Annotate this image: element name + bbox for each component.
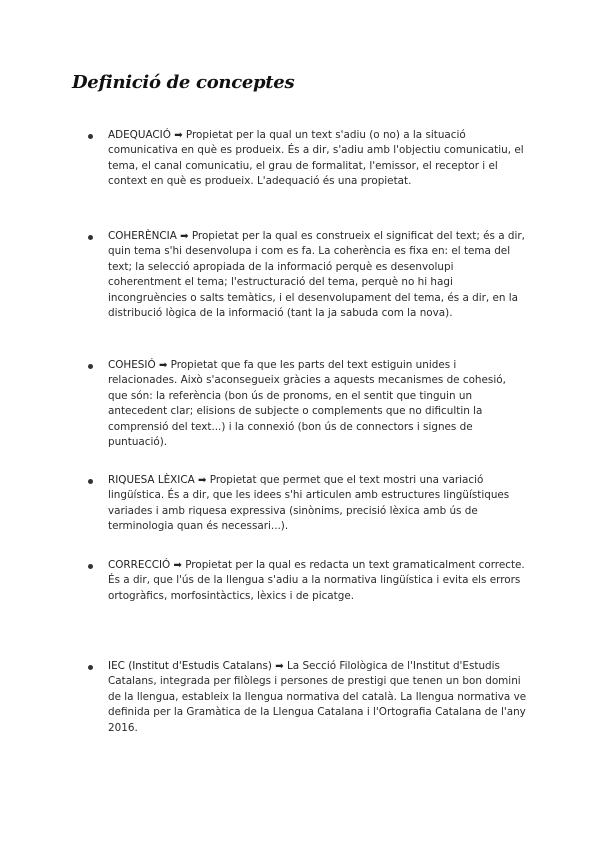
term-label: COHESIÓ — [108, 359, 156, 371]
page-title: Definició de conceptes — [72, 72, 295, 93]
arrow-right-icon: ➡ — [158, 360, 168, 371]
definition-body: Propietat que fa que les parts del text estiguin unides i relacionades. Això s'aconsegueix gràcies a aquests mecanismes de cohesió, que són: la referència (bon ús de pronoms, en el sentit que tinguin un antecedent clar; elisions de subjecte o complements que no dificultin la comprensió del text...) i la connexió (bon ús de connectors i signes de puntuació). — [108, 359, 506, 449]
definition-text — [108, 473, 528, 535]
term-label: IEC (Institut d'Estudis Catalans) — [108, 660, 272, 672]
list-item-riquesa-lexica — [88, 473, 528, 535]
bullet-icon — [88, 134, 93, 139]
bullet-icon — [88, 564, 93, 569]
arrow-right-icon: ➡ — [174, 130, 183, 141]
bullet-icon — [88, 479, 93, 484]
list-item-cohesio — [88, 358, 528, 450]
list-item-correccio — [88, 558, 528, 604]
term-label: ADEQUACIÓ — [108, 129, 171, 141]
definition-body: La Secció Filològica de l'Institut d'Estudis Catalans, integrada per filòlegs i persones de prestigi que tenen un bon domini de la llengua, estableix la llengua normativa del català. La llengua normativa ve definida per la Gramàtica de la Llengua Catalana i l'Ortografia Catalana de l'any 2016. — [108, 660, 527, 734]
list-item-coherencia — [88, 229, 528, 321]
definition-body: Propietat per la qual un text s'adiu (o no) a la situació comunicativa en què es produeix. És a dir, s'adiu amb l'objectiu comunicatiu, el tema, el canal comunicatiu, el grau de formalitat, l'emissor, el receptor i el context en què es produeix. L'adequació és una propietat. — [108, 129, 524, 188]
term-label: COHERÈNCIA — [108, 230, 177, 242]
term-label: RIQUESA LÈXICA — [108, 474, 195, 486]
definition-body: Propietat per la qual es redacta un text gramaticalment correcte. És a dir, que l'ús de la llengua s'adiu a la normativa lingüística i evita els errors ortogràfics, morfosintàctics, lèxics i de picatge. — [108, 559, 525, 602]
definition-text — [108, 128, 528, 190]
bullet-icon — [88, 665, 93, 670]
definition-text — [108, 229, 528, 321]
bullet-icon — [88, 364, 93, 369]
arrow-right-icon: ➡ — [173, 560, 182, 571]
term-label: CORRECCIÓ — [108, 559, 171, 571]
definition-body: Propietat per la qual es construeix el significat del text; és a dir, quin tema s'hi desenvolupa i com es fa. La coherència es fixa en: el tema del text; la selecció apropiada de la informació perquè es desenvolupi coherentment el tema; l'estructuració del tema, perquè no hi hagi incongruències o salts temàtics, i el desenvolupament del tema, és a dir, en la distribució lògica de la informació (tant la ja sabuda com la nova). — [108, 230, 525, 320]
bullet-icon — [88, 235, 93, 240]
definition-body: Propietat que permet que el text mostri una variació lingüística. És a dir, que les idees s'hi articulen amb estructures lingüístiques variades i amb riquesa expressiva (sinònims, precisió lèxica amb ús de terminologia quan és necessari...). — [108, 474, 510, 533]
list-item-iec — [88, 659, 528, 736]
arrow-right-icon: ➡ — [198, 475, 207, 486]
definition-text — [108, 358, 528, 450]
definition-text — [108, 558, 528, 604]
arrow-right-icon: ➡ — [275, 661, 284, 672]
arrow-right-icon: ➡ — [180, 231, 189, 242]
list-item-adequacio — [88, 128, 528, 190]
definition-text — [108, 659, 528, 736]
